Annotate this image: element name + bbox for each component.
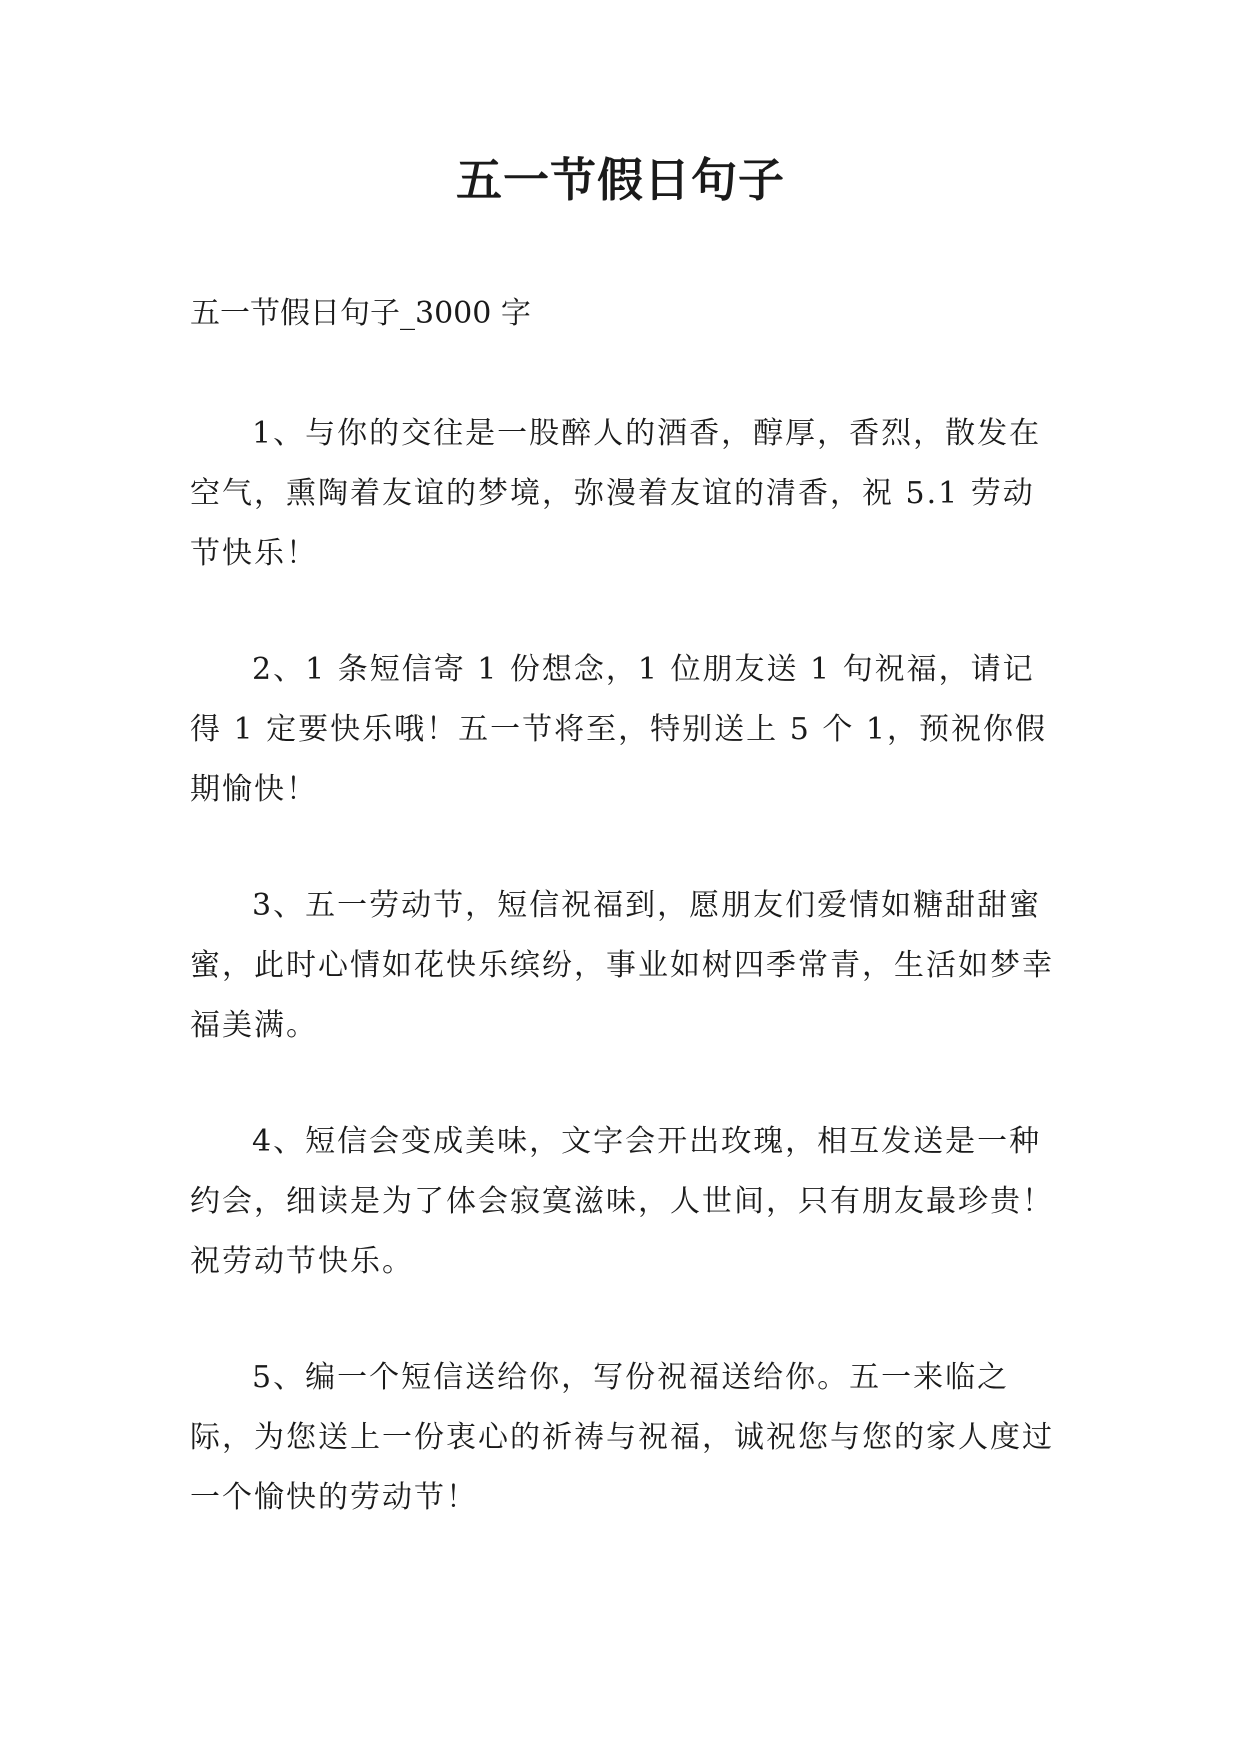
paragraph-1: 1、与你的交往是一股醉人的酒香，醇厚，香烈，散发在空气，熏陶着友谊的梦境，弥漫着友谊的清香，祝 5.1 劳动节快乐！: [190, 416, 1042, 571]
document-subtitle: 五一节假日句子_3000 字: [190, 296, 531, 331]
paragraph-3: 3、五一劳动节，短信祝福到，愿朋友们爱情如糖甜甜蜜蜜，此时心情如花快乐缤纷，事业如树四季常青，生活如梦幸福美满。: [190, 888, 1054, 1043]
page-title: 五一节假日句子: [456, 153, 785, 207]
paragraph-5: 5、编一个短信送给你，写份祝福送给你。五一来临之际，为您送上一份衷心的祈祷与祝福，诚祝您与您的家人度过一个愉快的劳动节！: [190, 1360, 1054, 1515]
paragraph-2: 2、1 条短信寄 1 份想念，1 位朋友送 1 句祝福，请记得 1 定要快乐哦！五一节将至，特别送上 5 个 1，预祝你假期愉快！: [190, 652, 1047, 807]
paragraph-4: 4、短信会变成美味，文字会开出玫瑰，相互发送是一种约会，细读是为了体会寂寞滋味，人世间，只有朋友最珍贵！祝劳动节快乐。: [190, 1124, 1054, 1279]
